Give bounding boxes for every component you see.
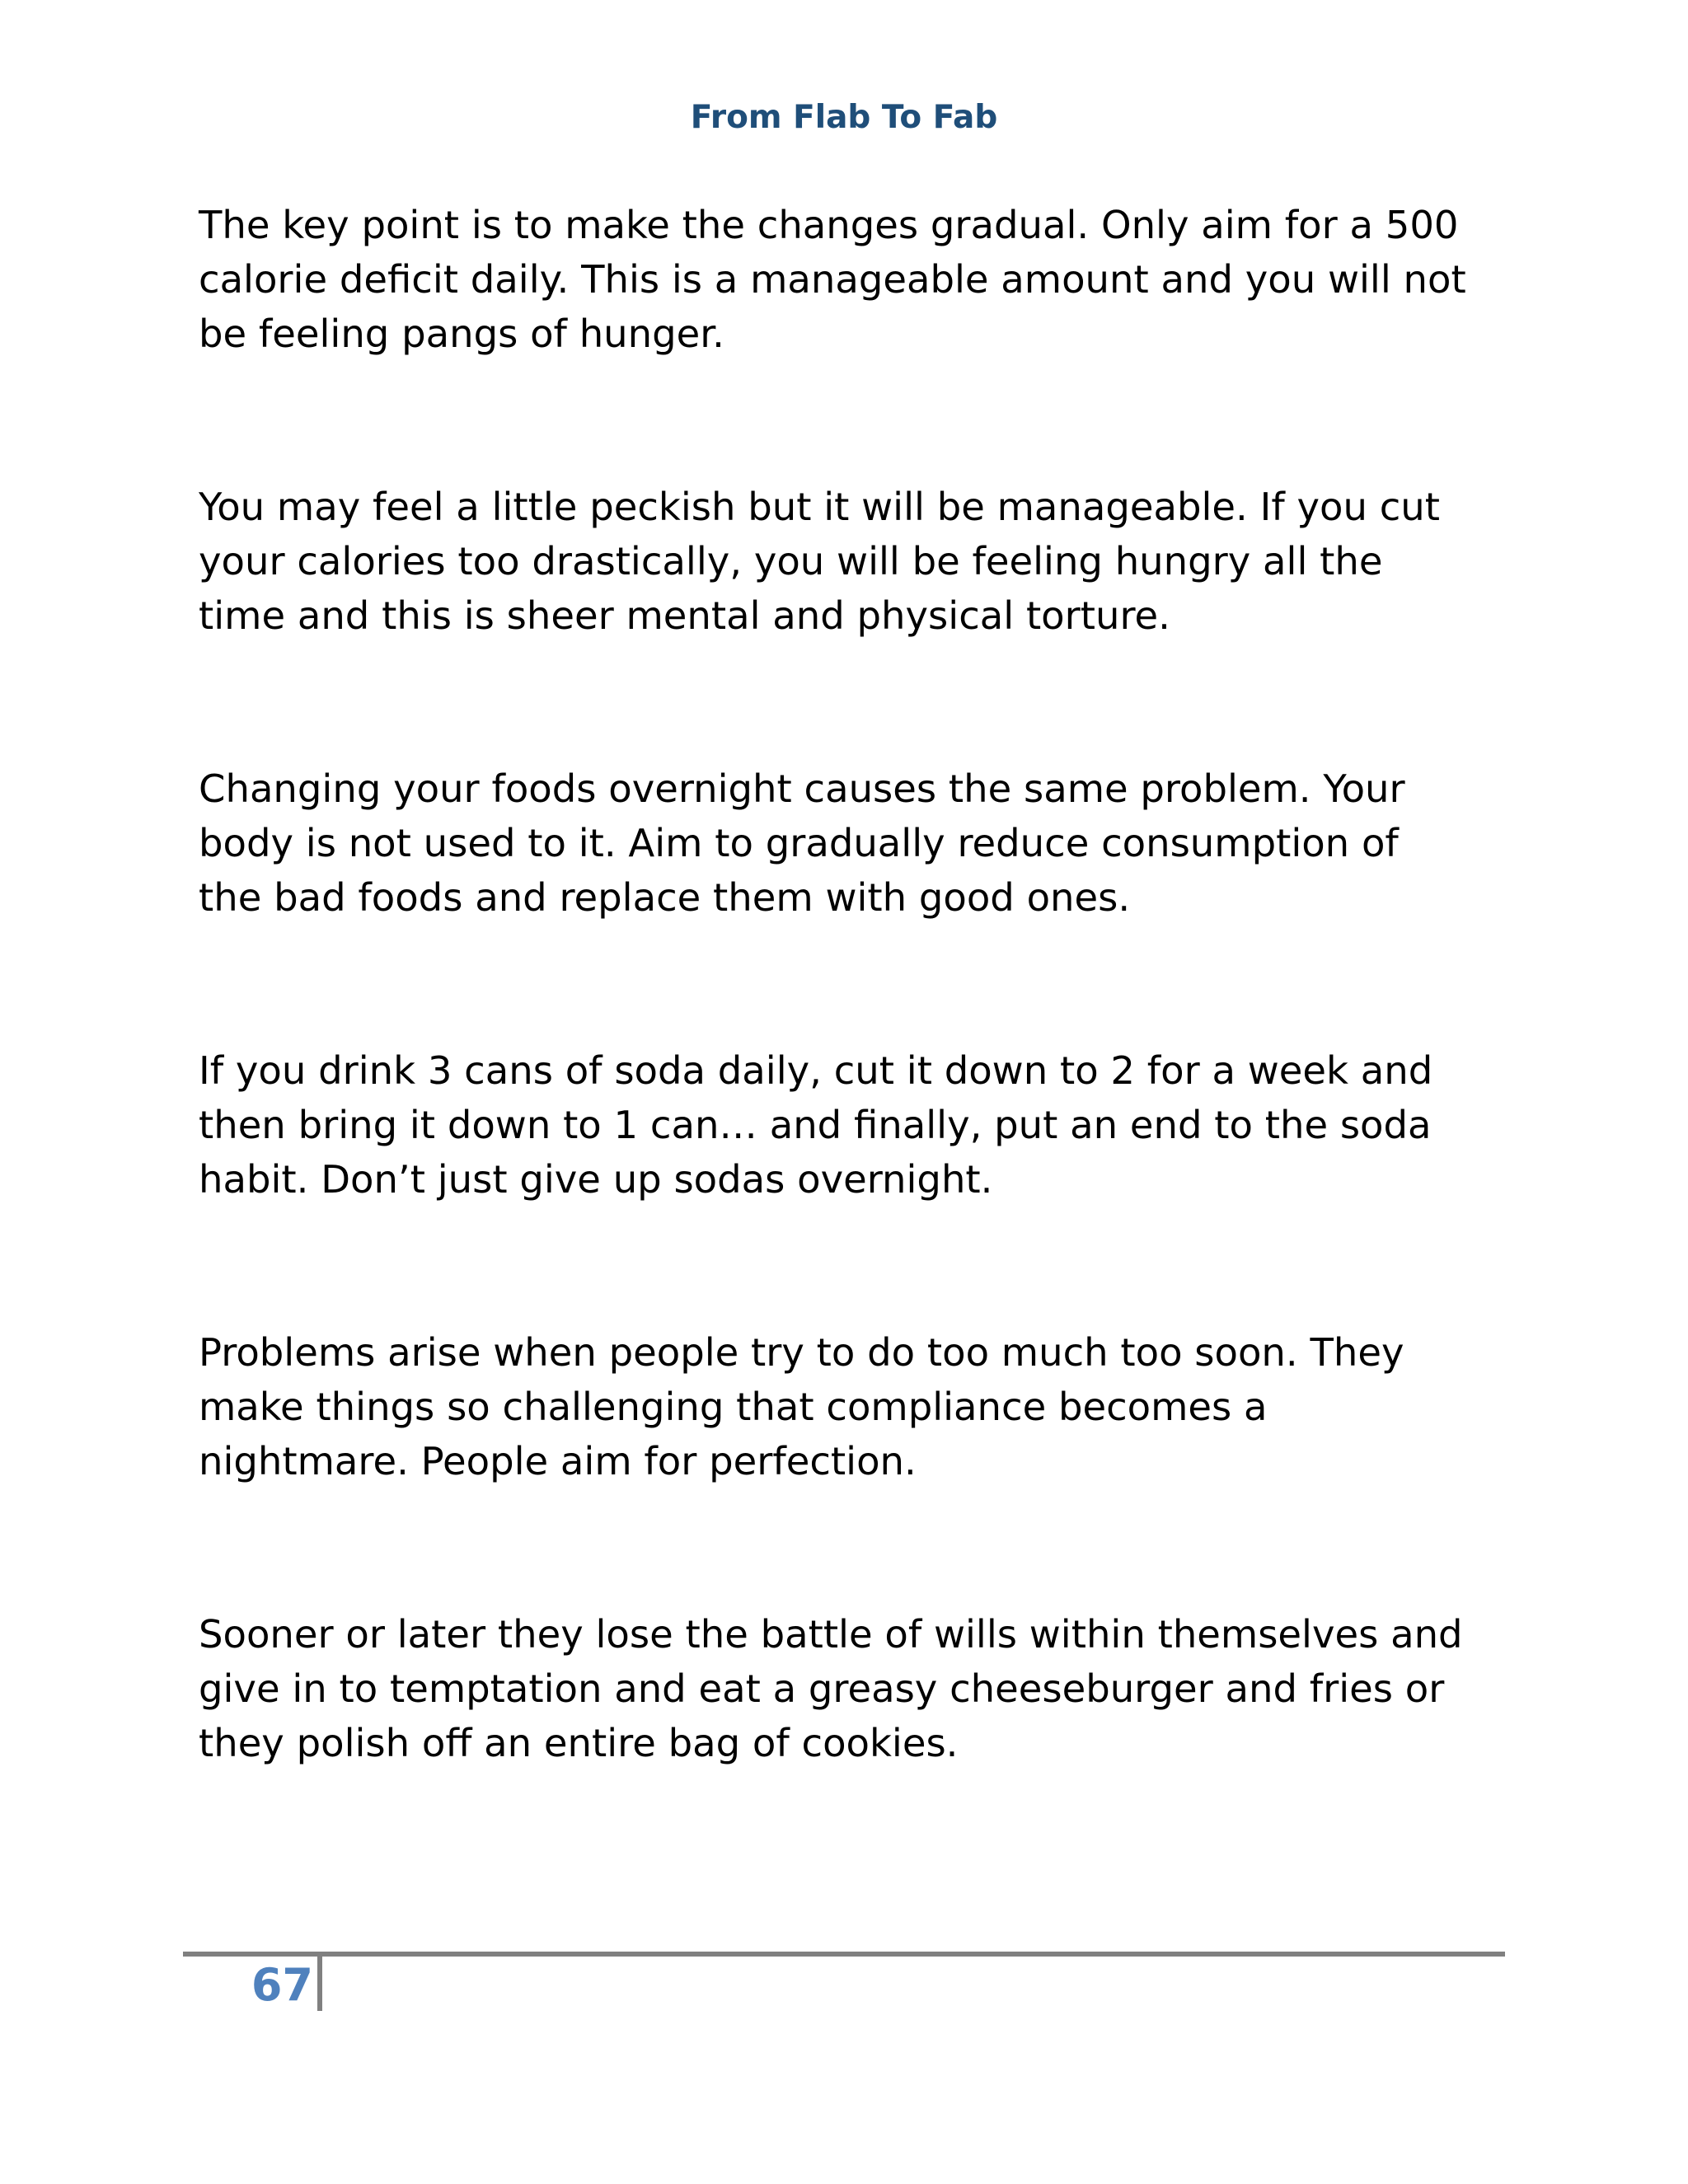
- paragraph: Problems arise when people try to do too much too soon. They make things so challenging that compliance becomes a nightmare. People aim for perfection.: [199, 1330, 1404, 1483]
- footer-separator: [317, 1955, 322, 2011]
- running-header-title: From Flab To Fab: [690, 99, 998, 136]
- page-number: 67: [251, 1959, 313, 2011]
- paragraph: Sooner or later they lose the battle of wills within themselves and give in to temptation and eat a greasy cheeseburger and fries or they polish off an entire bag of cookies.: [199, 1612, 1463, 1765]
- paragraph: The key point is to make the changes gradual. Only aim for a 500 calorie deficit daily. This is a manageable amount and you will not be feeling pangs of hunger.: [199, 203, 1466, 356]
- paragraph: Changing your foods overnight causes the same problem. Your body is not used to it. Aim to gradually reduce consumption of the bad foods and replace them with good ones.: [199, 766, 1405, 920]
- paragraph: If you drink 3 cans of soda daily, cut it down to 2 for a week and then bring it down to 1 can… and finally, put an end to the soda habit. Don’t just give up sodas overnight.: [199, 1048, 1433, 1202]
- paragraph: You may feel a little peckish but it will be manageable. If you cut your calories too drastically, you will be feeling hungry all the time and this is sheer mental and physical torture.: [199, 485, 1440, 638]
- footer-rule: [183, 1952, 1505, 1957]
- body-text: [199, 198, 1517, 1889]
